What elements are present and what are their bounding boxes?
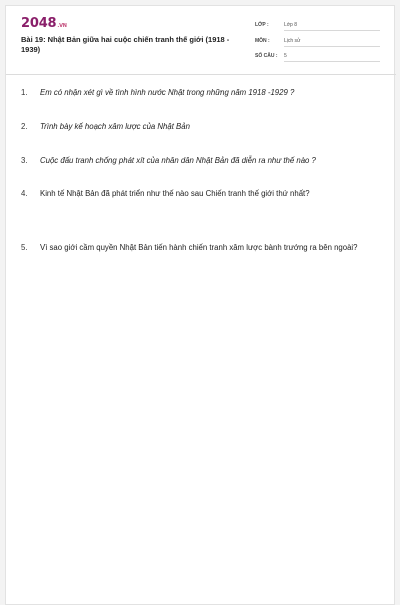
question-text: Trình bày kế hoạch xâm lược của Nhật Bản bbox=[40, 122, 190, 131]
site-logo[interactable] bbox=[21, 16, 67, 31]
meta-value-question-count: 5 bbox=[284, 53, 380, 62]
meta-value-subject: Lịch sử bbox=[284, 38, 380, 47]
meta-value-class: Lớp 8 bbox=[284, 22, 380, 31]
meta-label-class: LỚP : bbox=[255, 22, 269, 28]
worksheet-page bbox=[5, 5, 395, 605]
meta-label-question-count: SỐ CÂU : bbox=[255, 53, 278, 59]
logo-text: 2048 bbox=[21, 16, 57, 31]
question-number: 2. bbox=[21, 122, 28, 131]
meta-row-class bbox=[255, 19, 381, 31]
logo-suffix: .VN bbox=[57, 23, 67, 29]
question-text: Cuộc đấu tranh chống phát xít của nhân dân Nhật Bản đã diễn ra như thế nào ? bbox=[40, 156, 316, 165]
meta-label-subject: MÔN : bbox=[255, 38, 270, 44]
question-number: 1. bbox=[21, 88, 28, 97]
question-text: Kinh tế Nhật Bản đã phát triển như thế nào sau Chiến tranh thế giới thứ nhất? bbox=[40, 189, 310, 198]
worksheet-header bbox=[6, 6, 396, 75]
question-text: Em có nhận xét gì về tình hình nước Nhật trong những năm 1918 -1929 ? bbox=[40, 88, 295, 97]
meta-row-question-count bbox=[255, 50, 381, 62]
question-text: Vì sao giới cầm quyền Nhật Bản tiến hành chiến tranh xâm lược bành trướng ra bên ngoài? bbox=[40, 243, 358, 252]
question-number: 3. bbox=[21, 156, 28, 165]
meta-row-subject bbox=[255, 35, 381, 47]
question-number: 4. bbox=[21, 189, 28, 198]
question-number: 5. bbox=[21, 243, 28, 252]
lesson-title: Bài 19: Nhật Bản giữa hai cuộc chiến tranh thế giới (1918 - 1939) bbox=[21, 35, 230, 54]
